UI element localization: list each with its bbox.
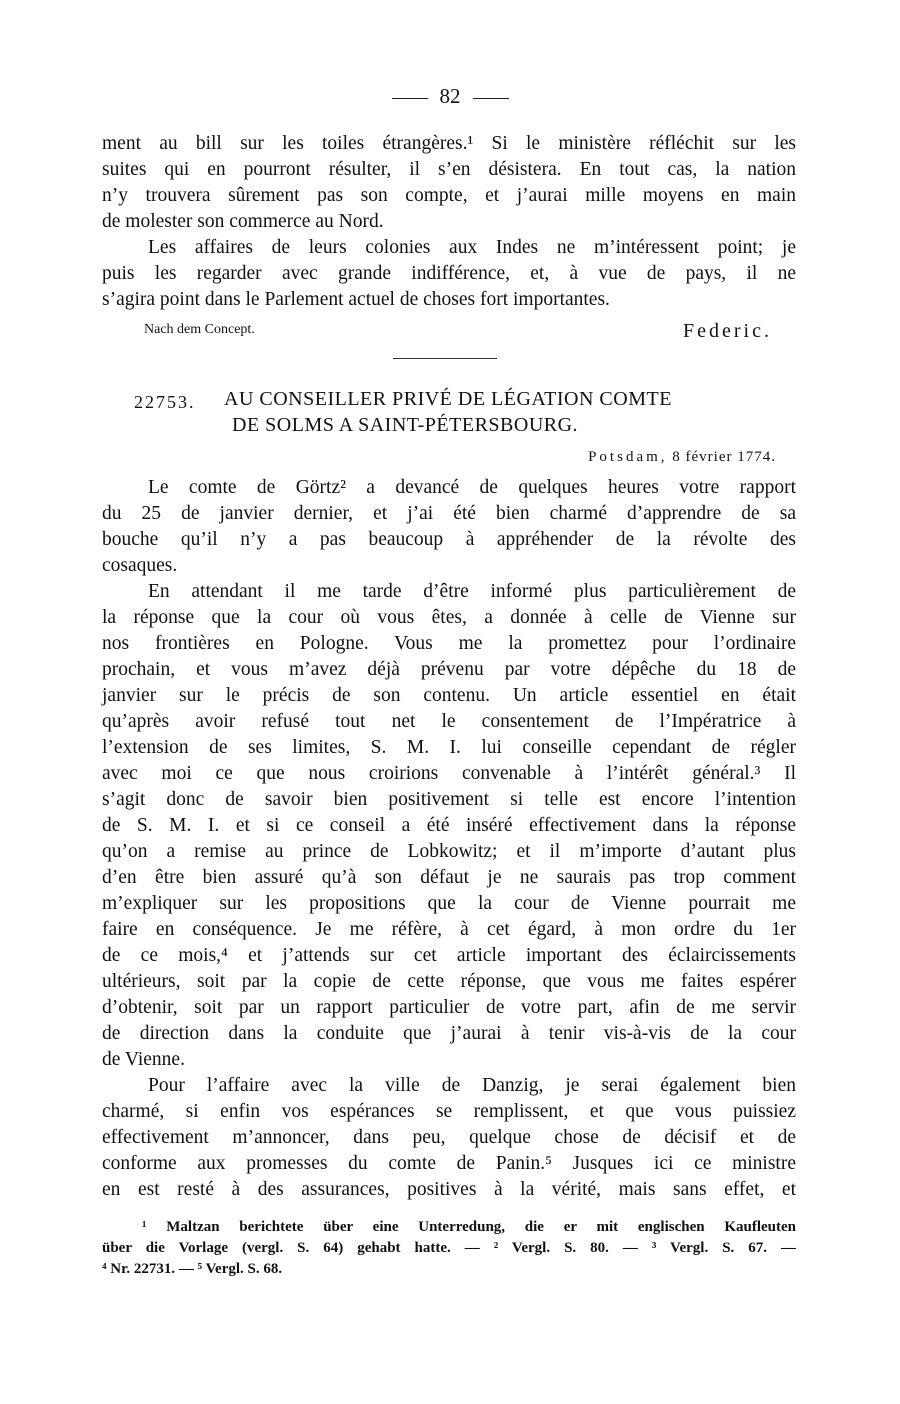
signature-row — [102, 320, 796, 344]
text-line: ultérieurs, soit par la copie de cette réponse, que vous me faites espérer — [102, 971, 796, 992]
text-line: faire en conséquence. Je me réfère, à cet égard, à mon ordre du 1er — [102, 919, 796, 940]
text-line: ment au bill sur les toiles étrangères.¹ Si le ministère réfléchit sur les — [102, 133, 796, 154]
text-line: du 25 de janvier dernier, et j’ai été bien charmé d’apprendre de sa — [102, 503, 796, 524]
text-line: n’y trouvera sûrement pas son compte, et j’aurai mille moyens en main — [102, 185, 796, 206]
text-line: de Vienne. — [102, 1049, 185, 1070]
text-line: Pour l’affaire avec la ville de Danzig, je serai également bien — [148, 1075, 796, 1096]
letter-number: 22753. — [134, 392, 196, 412]
page-number — [0, 84, 900, 109]
text-line: Le comte de Görtz² a devancé de quelques heures votre rapport — [148, 477, 796, 498]
source-note: Nach dem Concept. — [144, 322, 255, 337]
page-number-text: 82 — [439, 84, 461, 108]
footnote-line: über die Vorlage (vergl. S. 64) gehabt hatte. — ² Vergl. S. 80. — ³ Vergl. S. 67. — — [102, 1240, 796, 1256]
text-line: d’obtenir, soit par un rapport particulier de votre part, afin de me servir — [102, 997, 796, 1018]
text-line: s’agit donc de savoir bien positivement si telle est encore l’intention — [102, 789, 796, 810]
dateline-place: Potsdam, — [588, 449, 668, 465]
text-line: suites qui en pourront résulter, il s’en désistera. En tout cas, la nation — [102, 159, 796, 180]
text-line: effectivement m’annoncer, dans peu, quelque chose de décisif et de — [102, 1127, 796, 1148]
footnote-line: ⁴ Nr. 22731. — ⁵ Vergl. S. 68. — [102, 1261, 283, 1277]
text-line: Les affaires de leurs colonies aux Indes ne m’intéressent point; je — [148, 237, 796, 258]
text-line: prochain, et vous m’avez déjà prévenu par votre dépêche du 18 de — [102, 659, 796, 680]
text-line: de ce mois,⁴ et j’attends sur cet article important des éclaircissements — [102, 945, 796, 966]
text-line: m’expliquer sur les propositions que la cour de Vienne pourrait me — [102, 893, 796, 914]
text-line: la réponse que la cour où vous êtes, a donnée à celle de Vienne sur — [102, 607, 796, 628]
text-line: En attendant il me tarde d’être informé plus particulièrement de — [148, 581, 796, 602]
dateline — [588, 449, 776, 466]
text-line: avec moi ce que nous croirions convenable à l’intérêt général.³ Il — [102, 763, 796, 784]
letter-body — [102, 475, 796, 1203]
text-line: qu’après avoir refusé tout net le consentement de l’Impératrice à — [102, 711, 796, 732]
text-line: puis les regarder avec grande indifférence, et, à vue de pays, il ne — [102, 263, 796, 284]
text-line: qu’on a remise au prince de Lobkowitz; et il m’importe d’autant plus — [102, 841, 796, 862]
page-number-dash-right — [473, 98, 509, 99]
text-line: de molester son commerce au Nord. — [102, 211, 384, 232]
text-line: cosaques. — [102, 555, 178, 576]
text-line: bouche qu’il n’y a pas beaucoup à appréhender de la révolte des — [102, 529, 796, 550]
letter-heading-line2: DE SOLMS A SAINT-PÉTERSBOURG. — [232, 414, 579, 436]
text-line: s’agira point dans le Parlement actuel de choses fort importantes. — [102, 289, 610, 310]
text-line: l’extension de ses limites, S. M. I. lui conseille cependant de régler — [102, 737, 796, 758]
footnotes — [102, 1217, 796, 1280]
footnote-line: ¹ Maltzan berichtete über eine Unterredung, die er mit englischen Kaufleuten — [142, 1219, 796, 1235]
text-line: d’en être bien assuré qu’à son défaut je ne saurais pas trop comment — [102, 867, 796, 888]
intro-paragraphs — [102, 131, 796, 313]
page-number-dash-left — [392, 98, 428, 99]
text-line: de S. M. I. et si ce conseil a été inséré effectivement dans la réponse — [102, 815, 796, 836]
text-line: conforme aux promesses du comte de Panin.⁵ Jusques ici ce ministre — [102, 1153, 796, 1174]
text-line: de direction dans la conduite que j’aurai à tenir vis-à-vis de la cour — [102, 1023, 796, 1044]
letter-heading-line1: AU CONSEILLER PRIVÉ DE LÉGATION COMTE — [224, 388, 672, 410]
text-line: charmé, si enfin vos espérances se remplissent, et que vous puissiez — [102, 1101, 796, 1122]
text-line: en est resté à des assurances, positives à la vérité, mais sans effet, et — [102, 1179, 796, 1200]
dateline-date: 8 février 1774. — [672, 449, 776, 465]
text-line: janvier sur le précis de son contenu. Un article essentiel en était — [102, 685, 796, 706]
signature: Federic. — [683, 320, 772, 342]
section-divider — [393, 358, 497, 359]
text-line: nos frontières en Pologne. Vous me la promettez pour l’ordinaire — [102, 633, 796, 654]
